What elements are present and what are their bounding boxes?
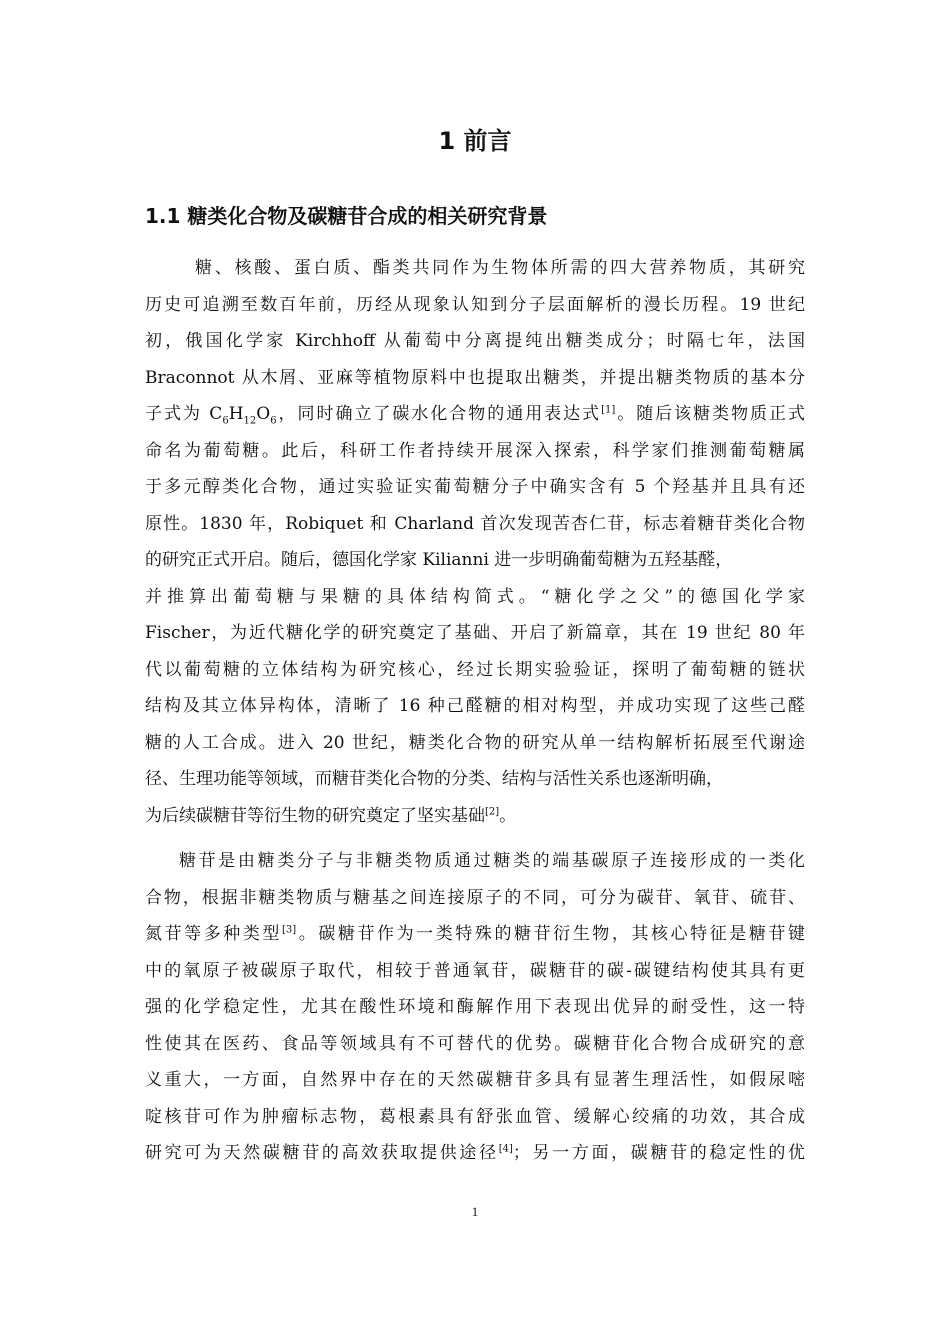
- paragraph-line: 径、生理功能等领域，而糖苷类化合物的分类、结构与活性关系也逐渐明确，: [145, 769, 723, 789]
- paragraph-line: 结构及其立体异构体，清晰了 16 种己醛糖的相对构型，并成功实现了这些己醛: [145, 696, 805, 716]
- paragraph-line: 合物，根据非糖类物质与糖基之间连接原子的不同，可分为碳苷、氧苷、硫苷、: [145, 887, 805, 908]
- text-run: 。碳糖苷作为一类特殊的糖苷衍生物，其核心特征是糖苷键: [296, 924, 806, 944]
- text-run: ，同时确立了碳水化合物的通用表达式: [276, 404, 602, 424]
- subscript: 12: [243, 415, 257, 427]
- text-run: 为后续碳糖苷等衍生物的研究奠定了坚实基础: [145, 805, 485, 826]
- paragraph-line: 义重大，一方面，自然界中存在的天然碳糖苷多具有显著生理活性，如假尿嘧: [145, 1070, 805, 1090]
- text-run: O: [256, 404, 271, 424]
- subscript: 6: [222, 415, 229, 427]
- section-title: 1.1 糖类化合物及碳糖苷合成的相关研究背景: [145, 204, 548, 228]
- paragraph-line: 历史可追溯至数百年前，历经从现象认知到分子层面解析的漫长历程。19 世纪: [145, 294, 805, 315]
- subscript: 6: [270, 415, 277, 427]
- paragraph-line: 代以葡萄糖的立体结构为研究核心，经过长期实验验证，探明了葡萄糖的链状: [145, 659, 805, 680]
- paragraph-line: Braconnot 从木屑、亚麻等植物原料中也提取出糖类，并提出糖类物质的基本分: [145, 367, 805, 388]
- paragraph-line: 命名为葡萄糖。此后，科研工作者持续开展深入探索，科学家们推测葡萄糖属: [145, 440, 805, 461]
- paragraph-line-formula: [145, 396, 805, 433]
- text-run: 研究可为天然碳糖苷的高效获取提供途径: [145, 1143, 499, 1163]
- citation-ref: [1]: [601, 404, 616, 416]
- paragraph-line: 强的化学稳定性，尤其在酸性环境和酶解作用下表现出优异的耐受性，这一特: [145, 997, 805, 1017]
- paragraph-line-ref: [145, 916, 805, 953]
- citation-ref: [4]: [498, 1143, 513, 1155]
- paragraph-line: 的研究正式开启。随后，德国化学家 Kilianni 进一步明确葡萄糖为五羟基醛，: [145, 550, 733, 570]
- text-run: H: [228, 404, 244, 424]
- paragraph-line-ref: [145, 1135, 805, 1172]
- text-run: 。: [499, 805, 517, 826]
- citation-ref: [2]: [485, 805, 500, 817]
- text-run: 氮苷等多种类型: [145, 924, 282, 944]
- paragraph-line: 啶核苷可作为肿瘤标志物，葛根素具有舒张血管、缓解心绞痛的功效，其合成: [145, 1106, 805, 1127]
- paragraph-line: 于多元醇类化合物，通过实验证实葡萄糖分子中确实含有 5 个羟基并且具有还: [145, 477, 805, 497]
- paragraph-1: [145, 250, 805, 834]
- paragraph-line: 性使其在医药、食品等领域具有不可替代的优势。碳糖苷化合物合成研究的意: [145, 1033, 805, 1054]
- paragraph-line: Fischer，为近代糖化学的研究奠定了基础、开启了新篇章，其在 19 世纪 80 年: [145, 623, 805, 643]
- page-number: 1: [471, 1204, 479, 1219]
- paragraph-line: 原性。1830 年，Robiquet 和 Charland 首次发现苦杏仁苷，标志着糖苷类化合物: [145, 513, 805, 534]
- paragraph-line-ref: [145, 798, 805, 835]
- citation-ref: [3]: [282, 924, 297, 936]
- paragraph-line: 中的氧原子被碳原子取代，相较于普通氧苷，碳糖苷的碳-碳键结构使其具有更: [145, 960, 805, 981]
- chapter-title: 1 前言: [438, 127, 512, 155]
- paragraph-2: [145, 843, 805, 1172]
- paragraph-line: 糖苷是由糖类分子与非糖类物质通过糖类的端基碳原子连接形成的一类化: [179, 851, 805, 871]
- paragraph-line: 糖的人工合成。进入 20 世纪，糖类化合物的研究从单一结构解析拓展至代谢途: [145, 732, 805, 753]
- text-run: ；另一方面，碳糖苷的稳定性的优: [512, 1143, 806, 1163]
- paragraph-line: 初，俄国化学家 Kirchhoff 从葡萄中分离提纯出糖类成分；时隔七年，法国: [145, 331, 805, 351]
- paragraph-line: 糖、核酸、蛋白质、酯类共同作为生物体所需的四大营养物质，其研究: [195, 258, 805, 278]
- text-run: 子式为 C: [145, 404, 223, 424]
- text-run: 。随后该糖类物质正式: [615, 404, 806, 424]
- paragraph-line: 并推算出葡萄糖与果糖的具体结构简式。“糖化学之父”的德国化学家: [145, 586, 805, 607]
